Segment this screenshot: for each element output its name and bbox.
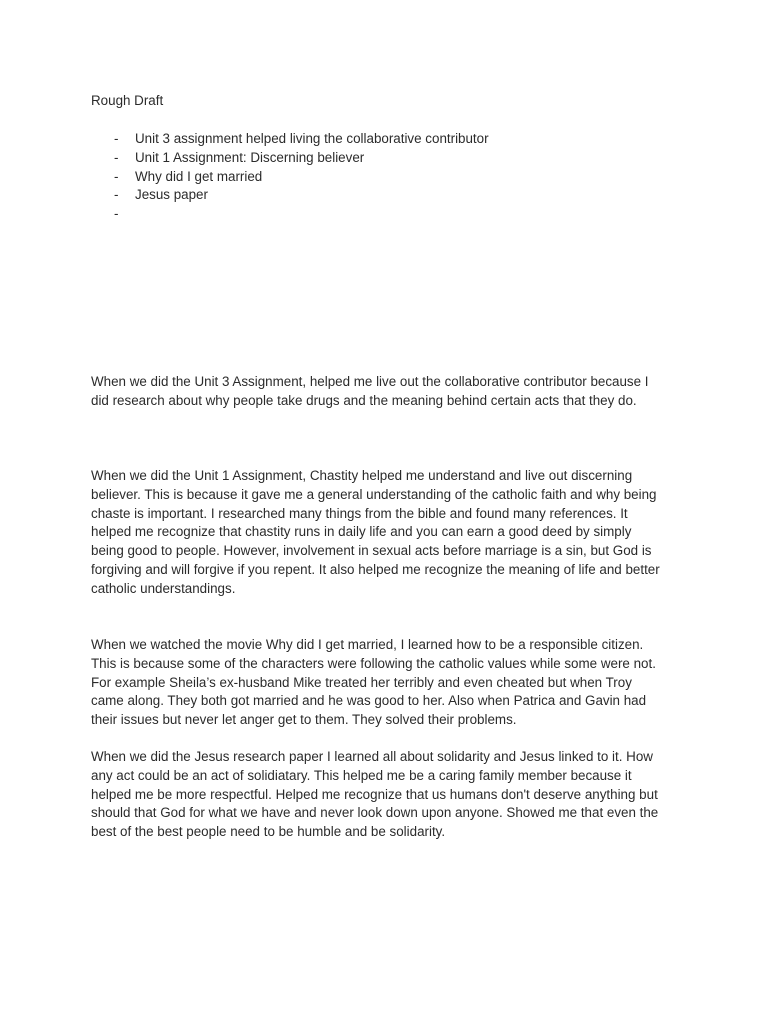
paragraph-line: chaste is important. I researched many things from the bible and found many references. It	[91, 505, 628, 521]
paragraph-line: their issues but never let anger get to them. They solved their problems.	[91, 712, 517, 728]
list-item-text: Why did I get married	[135, 168, 263, 184]
paragraph-movie	[91, 636, 691, 730]
paragraph-line: This is because some of the characters were following the catholic values while some were not.	[91, 655, 656, 671]
paragraph-line: helped me be more respectful. Helped me recognize that us humans don't deserve anything but	[91, 786, 658, 802]
paragraph-line: For example Sheila’s ex-husband Mike treated her terribly and even cheated but when Troy	[91, 674, 632, 690]
list-item	[91, 168, 489, 187]
bullet-dash: -	[114, 206, 119, 222]
paragraph-line: came along. They both got married and he was good to her. Also when Patrica and Gavin had	[91, 693, 647, 709]
paragraph-unit-1	[91, 467, 691, 599]
bullet-dash: -	[114, 131, 119, 146]
paragraph-line: being good to people. However, involvement in sexual acts before marriage is a sin, but God is	[91, 543, 652, 559]
list-item-text: Jesus paper	[135, 187, 208, 203]
paragraph-line: helped me recognize that chastity runs in daily life and you can earn a good deed by simply	[91, 524, 632, 540]
paragraph-line: best of the best people need to be humble and be solidarity.	[91, 824, 446, 840]
bullet-dash: -	[114, 187, 119, 203]
paragraph-jesus-paper	[91, 748, 691, 842]
document-title: Rough Draft	[91, 93, 164, 108]
list-item-text: Unit 1 Assignment: Discerning believer	[135, 149, 365, 165]
paragraph-line: did research about why people take drugs and the meaning behind certain acts that they do.	[91, 392, 637, 408]
paragraph-line: When we watched the movie Why did I get married, I learned how to be a responsible citizen.	[91, 637, 644, 652]
paragraph-line: should that God for what we have and never look down upon anyone. Showed me that even the	[91, 805, 659, 821]
paragraph-unit-3	[91, 373, 691, 411]
paragraph-line: When we did the Unit 1 Assignment, Chastity helped me understand and live out discerning	[91, 468, 633, 483]
paragraph-line: When we did the Unit 3 Assignment, helped me live out the collaborative contributor because I	[91, 374, 649, 389]
paragraph-line: any act could be an act of solidiatary. This helped me be a caring family member because it	[91, 767, 632, 783]
bullet-dash: -	[114, 168, 119, 184]
paragraph-line: believer. This is because it gave me a general understanding of the catholic faith and why being	[91, 486, 657, 502]
bullet-dash: -	[114, 149, 119, 165]
list-item-text: Unit 3 assignment helped living the collaborative contributor	[135, 131, 489, 146]
outline-list	[91, 130, 489, 224]
paragraph-line: When we did the Jesus research paper I learned all about solidarity and Jesus linked to it. How	[91, 749, 653, 764]
paragraph-line: forgiving and will forgive if you repent. It also helped me recognize the meaning of life and better	[91, 561, 660, 577]
list-item	[91, 186, 489, 205]
list-item	[91, 130, 489, 149]
list-item	[91, 149, 489, 168]
list-item	[91, 205, 489, 224]
paragraph-line: catholic understandings.	[91, 580, 236, 596]
